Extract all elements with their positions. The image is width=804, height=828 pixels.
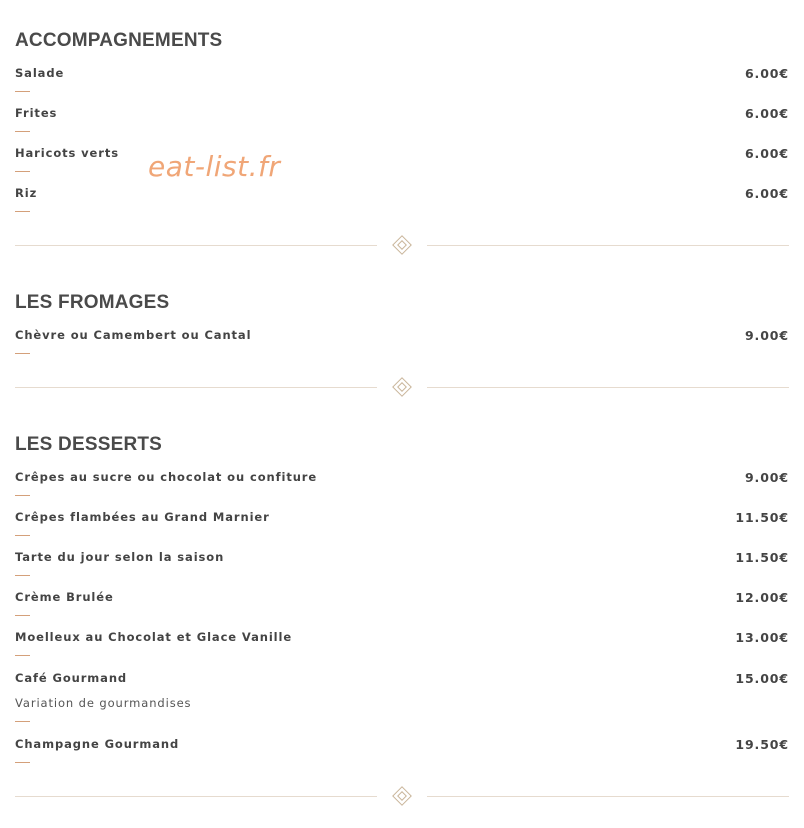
menu-item-price: 6.00€	[744, 186, 789, 201]
section-divider	[15, 788, 789, 804]
menu-item-description: Variation de gourmandises	[15, 696, 192, 710]
section-title-desserts: LES DESSERTS	[15, 434, 163, 455]
menu-item-name: Salade	[15, 66, 65, 80]
divider-line-right	[427, 796, 789, 797]
menu-item-name: Crêpes flambées au Grand Marnier	[15, 510, 270, 524]
item-separator	[15, 353, 30, 354]
watermark: eat-list.fr	[148, 150, 281, 183]
item-separator	[15, 655, 30, 656]
menu-item-name: Champagne Gourmand	[15, 737, 180, 751]
diamond-ornament-icon	[390, 233, 414, 257]
menu-item-price: 6.00€	[744, 66, 789, 81]
menu-item-name: Haricots verts	[15, 146, 119, 160]
item-separator	[15, 615, 30, 616]
divider-line-left	[15, 245, 377, 246]
section-divider	[15, 379, 789, 395]
item-separator	[15, 721, 30, 722]
menu-item-price: 9.00€	[744, 328, 789, 343]
item-separator	[15, 211, 30, 212]
divider-line-left	[15, 796, 377, 797]
diamond-ornament-icon	[390, 375, 414, 399]
menu-item-name: Tarte du jour selon la saison	[15, 550, 225, 564]
divider-line-right	[427, 387, 789, 388]
menu-item-price: 12.00€	[735, 590, 789, 605]
diamond-ornament-icon	[390, 784, 414, 808]
item-separator	[15, 762, 30, 763]
menu-item-price: 19.50€	[735, 737, 789, 752]
menu-item-name: Moelleux au Chocolat et Glace Vanille	[15, 630, 293, 644]
menu-item-price: 6.00€	[744, 106, 789, 121]
item-separator	[15, 131, 30, 132]
menu-item-price: 11.50€	[735, 510, 789, 525]
section-title-accompagnements: ACCOMPAGNEMENTS	[15, 30, 223, 51]
divider-line-right	[427, 245, 789, 246]
item-separator	[15, 495, 30, 496]
section-title-fromages: LES FROMAGES	[15, 292, 170, 313]
item-separator	[15, 91, 30, 92]
menu-item-price: 9.00€	[744, 470, 789, 485]
menu-item-price: 13.00€	[735, 630, 789, 645]
menu-item-price: 11.50€	[735, 550, 789, 565]
menu-item-name: Crêpes au sucre ou chocolat ou confiture	[15, 470, 318, 484]
menu-item-name: Frites	[15, 106, 58, 120]
item-separator	[15, 171, 30, 172]
menu-item-name: Chèvre ou Camembert ou Cantal	[15, 328, 252, 342]
divider-line-left	[15, 387, 377, 388]
section-divider	[15, 237, 789, 253]
item-separator	[15, 535, 30, 536]
menu-item-name: Crème Brulée	[15, 590, 114, 604]
menu-item-price: 6.00€	[744, 146, 789, 161]
menu-item-name: Riz	[15, 186, 38, 200]
item-separator	[15, 575, 30, 576]
menu-item-price: 15.00€	[735, 671, 789, 686]
menu-item-name: Café Gourmand	[15, 671, 128, 685]
